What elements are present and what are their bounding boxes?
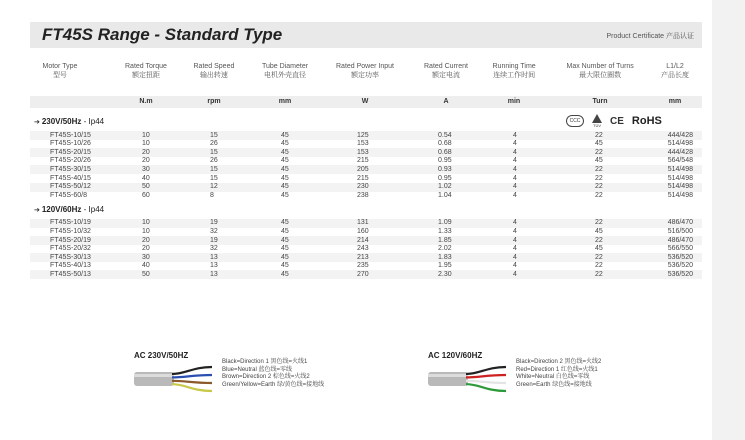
table-cell: 20 <box>142 245 150 253</box>
table-cell: 30 <box>142 253 150 261</box>
wiring-legend-line: Black=Direction 1 黑色线=火线1 <box>222 359 308 365</box>
table-cell: 32 <box>210 245 218 253</box>
table-cell: 1.02 <box>438 183 452 191</box>
table-cell: 10 <box>142 140 150 148</box>
table-cell: 45 <box>281 270 289 278</box>
table-cell: 13 <box>210 270 218 278</box>
section-separator: - <box>81 204 89 214</box>
table-cell: 4 <box>513 183 517 191</box>
table-cell: FT45S-20/15 <box>50 148 91 156</box>
wiring-legend-line: Green/Yellow=Earth 绿/黄色线=接地线 <box>222 381 325 388</box>
page-title: FT45S Range - Standard Type <box>42 25 283 44</box>
table-cell: 214 <box>357 236 369 244</box>
table-cell: 45 <box>281 253 289 261</box>
wiring-legend-line: Blue=Neutral 蓝色线=零线 <box>222 366 293 373</box>
table-cell: 444/428 <box>667 148 693 156</box>
table-cell: 536/520 <box>667 262 693 270</box>
table-cell: 4 <box>513 227 517 235</box>
table-cell: 486/470 <box>667 219 693 227</box>
table-cell: 19 <box>210 236 218 244</box>
wire-lead <box>172 375 212 377</box>
column-header-en: Rated Current <box>424 63 468 70</box>
column-header-en: Rated Power Input <box>336 63 394 70</box>
table-cell: 4 <box>513 148 517 156</box>
unit-label: Turn <box>592 98 608 105</box>
table-cell: 131 <box>357 219 369 227</box>
section-label <box>34 205 104 214</box>
table-cell: 564/548 <box>667 157 693 165</box>
section-label <box>34 117 104 126</box>
table-cell: 10 <box>142 227 150 235</box>
column-header-en: Rated Speed <box>193 63 235 70</box>
table-cell: 4 <box>513 165 517 173</box>
table-cell: 45 <box>281 227 289 235</box>
table-cell: 4 <box>513 236 517 244</box>
table-cell: 15 <box>210 165 218 173</box>
table-cell: 1.83 <box>438 253 452 261</box>
table-cell: 22 <box>595 253 603 261</box>
section-separator: - <box>81 117 89 126</box>
table-cell: FT45S-50/13 <box>50 270 91 278</box>
table-cell: 514/498 <box>667 191 693 199</box>
unit-label: mm <box>668 98 682 105</box>
column-header-cn: 额定功率 <box>350 72 379 79</box>
table-cell: 514/498 <box>667 165 693 173</box>
table-cell: 12 <box>210 183 218 191</box>
table-cell: FT45S-30/13 <box>50 253 91 261</box>
table-cell: 50 <box>142 270 150 278</box>
table-cell: 45 <box>281 157 289 165</box>
table-cell: 22 <box>595 165 603 173</box>
wire-lead <box>172 367 212 374</box>
table-cell: 45 <box>281 140 289 148</box>
table-cell: 0.68 <box>438 140 452 148</box>
table-cell: 270 <box>357 270 369 278</box>
header-band <box>30 22 702 48</box>
table-cell: 4 <box>513 219 517 227</box>
table-cell: 45 <box>595 157 603 165</box>
tuv-icon: TÜV <box>592 114 602 128</box>
table-cell: 230 <box>357 183 369 191</box>
table-cell: 514/498 <box>667 140 693 148</box>
wire-lead <box>172 384 212 391</box>
table-cell: 22 <box>595 236 603 244</box>
column-header-cn: 额定扭距 <box>131 72 160 79</box>
table-cell: 1.04 <box>438 191 452 199</box>
wire-lead <box>466 367 506 374</box>
table-cell: FT45S-60/8 <box>50 191 87 199</box>
table-cell: 514/498 <box>667 174 693 182</box>
column-header-en: L1/L2 <box>666 63 684 70</box>
wire-lead <box>466 384 506 391</box>
table-cell: 238 <box>357 191 369 199</box>
table-cell: 4 <box>513 140 517 148</box>
column-header-cn: 额定电流 <box>431 72 460 79</box>
table-cell: 26 <box>210 140 218 148</box>
column-header-en: Running Time <box>492 63 536 70</box>
column-header-cn: 输出转速 <box>199 72 228 79</box>
column-header-cn: 最大限位圈数 <box>579 72 622 79</box>
section-ip-rating: Ip44 <box>88 117 105 126</box>
table-cell: 4 <box>513 157 517 165</box>
table-cell: 215 <box>357 157 369 165</box>
table-cell: 45 <box>281 245 289 253</box>
table-cell: 444/428 <box>667 131 693 139</box>
table-cell: 15 <box>210 174 218 182</box>
table-cell: 153 <box>357 148 369 156</box>
column-header <box>661 62 689 80</box>
column-header <box>424 62 468 80</box>
column-header-cn: 连续工作时间 <box>493 72 536 79</box>
table-cell: 153 <box>357 140 369 148</box>
table-cell: 4 <box>513 270 517 278</box>
product-certificate-label: Product Certificate 产品认证 <box>606 33 694 40</box>
wire-lead <box>466 381 506 383</box>
table-cell: 40 <box>142 174 150 182</box>
table-cell: 13 <box>210 253 218 261</box>
table-cell: 10 <box>142 219 150 227</box>
table-cell: 4 <box>513 131 517 139</box>
table-cell: 2.30 <box>438 270 452 278</box>
column-header-cn: 电机外壳直径 <box>264 72 307 79</box>
certification-icons <box>566 114 662 128</box>
column-header <box>125 62 167 80</box>
table-cell: 4 <box>513 191 517 199</box>
column-header-cn: 产品长度 <box>661 72 689 79</box>
table-cell: 45 <box>281 183 289 191</box>
table-cell: 45 <box>281 191 289 199</box>
table-cell: 20 <box>142 236 150 244</box>
table-cell: 22 <box>595 148 603 156</box>
column-header <box>262 62 308 80</box>
table-cell: FT45S-40/13 <box>50 262 91 270</box>
unit-label: rpm <box>207 98 221 105</box>
table-cell: 60 <box>142 191 150 199</box>
table-cell: 566/550 <box>667 245 693 253</box>
table-cell: 0.95 <box>438 157 452 165</box>
table-cell: 4 <box>513 174 517 182</box>
wire-lead <box>172 381 212 383</box>
table-cell: 536/520 <box>667 253 693 261</box>
table-cell: 1.09 <box>438 219 452 227</box>
column-header <box>43 62 78 80</box>
table-cell: 45 <box>595 245 603 253</box>
unit-label: mm <box>278 98 292 105</box>
table-cell: 45 <box>281 131 289 139</box>
wiring-legend <box>222 359 324 389</box>
table-cell: 45 <box>281 174 289 182</box>
table-cell: 32 <box>210 227 218 235</box>
table-cell: 213 <box>357 253 369 261</box>
wiring-legend-line: Red=Direction 1 红色线=火线1 <box>516 366 598 373</box>
ccc-icon: CCC <box>566 115 584 127</box>
table-cell: 26 <box>210 157 218 165</box>
table-cell: 4 <box>513 253 517 261</box>
table-cell: 1.33 <box>438 227 452 235</box>
table-cell: 125 <box>357 131 369 139</box>
wiring-legend-line: Green=Earth 绿色线=接地线 <box>516 381 592 388</box>
table-cell: 45 <box>595 227 603 235</box>
table-cell: 486/470 <box>667 236 693 244</box>
table-cell: 45 <box>595 140 603 148</box>
table-cell: 45 <box>281 236 289 244</box>
unit-label: min <box>507 98 521 105</box>
ce-icon: CE <box>610 115 624 127</box>
table-cell: 0.95 <box>438 174 452 182</box>
table-cell: FT45S-50/12 <box>50 183 91 191</box>
column-header-en: Max Number of Turns <box>566 63 634 70</box>
unit-label: A <box>443 98 449 105</box>
table-cell: 516/500 <box>667 227 693 235</box>
table-cell: 20 <box>142 148 150 156</box>
column-header-en: Tube Diameter <box>262 63 309 70</box>
table-cell: 45 <box>281 219 289 227</box>
table-cell: 13 <box>210 262 218 270</box>
table-cell: FT45S-40/15 <box>50 174 91 182</box>
section-voltage: 230V/50Hz <box>41 117 82 126</box>
wiring-legend-line: Brown=Direction 2 棕色线=火线2 <box>222 374 310 380</box>
column-header <box>567 62 634 80</box>
table-cell: 0.54 <box>438 131 452 139</box>
table-cell: 20 <box>142 157 150 165</box>
table-cell: 22 <box>595 174 603 182</box>
table-cell: 536/520 <box>667 270 693 278</box>
column-header-cn: 型号 <box>52 72 67 79</box>
wiring-legend-line: White=Neutral 白色线=零线 <box>516 374 590 380</box>
wiring-legend-line: Black=Direction 2 黑色线=火线2 <box>516 359 602 365</box>
table-cell: FT45S-20/19 <box>50 236 91 244</box>
table-cell: FT45S-20/26 <box>50 157 91 165</box>
table-cell: 22 <box>595 270 603 278</box>
table-cell: 0.93 <box>438 165 452 173</box>
wiring-legend <box>516 359 601 389</box>
table-cell: 2.02 <box>438 245 452 253</box>
table-cell: 22 <box>595 262 603 270</box>
table-cell: 4 <box>513 262 517 270</box>
section-arrow-icon: ➔ <box>34 206 42 214</box>
wiring-title: AC 230V/50HZ <box>134 351 189 360</box>
table-cell: FT45S-30/15 <box>50 165 91 173</box>
table-cell: 40 <box>142 262 150 270</box>
table-cell: FT45S-10/19 <box>50 219 91 227</box>
table-cell: 15 <box>210 148 218 156</box>
table-cell: FT45S-10/26 <box>50 140 91 148</box>
table-cell: 50 <box>142 183 150 191</box>
cable-diagram <box>134 363 214 397</box>
table-cell: FT45S-10/15 <box>50 131 91 139</box>
wire-lead <box>466 375 506 377</box>
table-cell: 45 <box>281 165 289 173</box>
column-header-en: Motor Type <box>42 63 78 70</box>
table-cell: 22 <box>595 131 603 139</box>
section-arrow-icon: ➔ <box>34 119 42 126</box>
table-cell: 22 <box>595 183 603 191</box>
table-cell: 22 <box>595 191 603 199</box>
table-cell: 4 <box>513 245 517 253</box>
unit-label: W <box>361 98 369 105</box>
table-cell: 160 <box>357 227 369 235</box>
table-cell: 30 <box>142 165 150 173</box>
side-strip <box>712 0 745 440</box>
table-cell: 10 <box>142 131 150 139</box>
table-cell: 243 <box>357 245 369 253</box>
table-cell: FT45S-20/32 <box>50 245 91 253</box>
unit-label: N.m <box>139 98 153 105</box>
table-cell: 514/498 <box>667 183 693 191</box>
table-cell: 45 <box>281 148 289 156</box>
table-cell: 1.85 <box>438 236 452 244</box>
column-header <box>493 62 536 80</box>
table-cell: 215 <box>357 174 369 182</box>
column-header-en: Rated Torque <box>125 63 167 70</box>
cable-highlight <box>428 374 468 377</box>
rohs-icon: RoHS <box>631 115 662 127</box>
column-header <box>194 62 235 80</box>
table-cell: 15 <box>210 131 218 139</box>
table-cell: 19 <box>210 219 218 227</box>
table-cell: 1.95 <box>438 262 452 270</box>
table-cell: 22 <box>595 219 603 227</box>
table-cell: FT45S-10/32 <box>50 227 91 235</box>
section-ip-rating: Ip44 <box>88 204 105 214</box>
cable-highlight <box>134 374 174 377</box>
cable-diagram <box>428 363 508 397</box>
table-cell: 235 <box>357 262 369 270</box>
table-cell: 8 <box>210 191 214 199</box>
column-header <box>336 62 394 80</box>
section-voltage: 120V/60Hz <box>41 204 82 214</box>
table-cell: 205 <box>357 165 369 173</box>
table-cell: 0.68 <box>438 148 452 156</box>
table-cell: 45 <box>281 262 289 270</box>
wiring-title: AC 120V/60HZ <box>428 351 483 360</box>
